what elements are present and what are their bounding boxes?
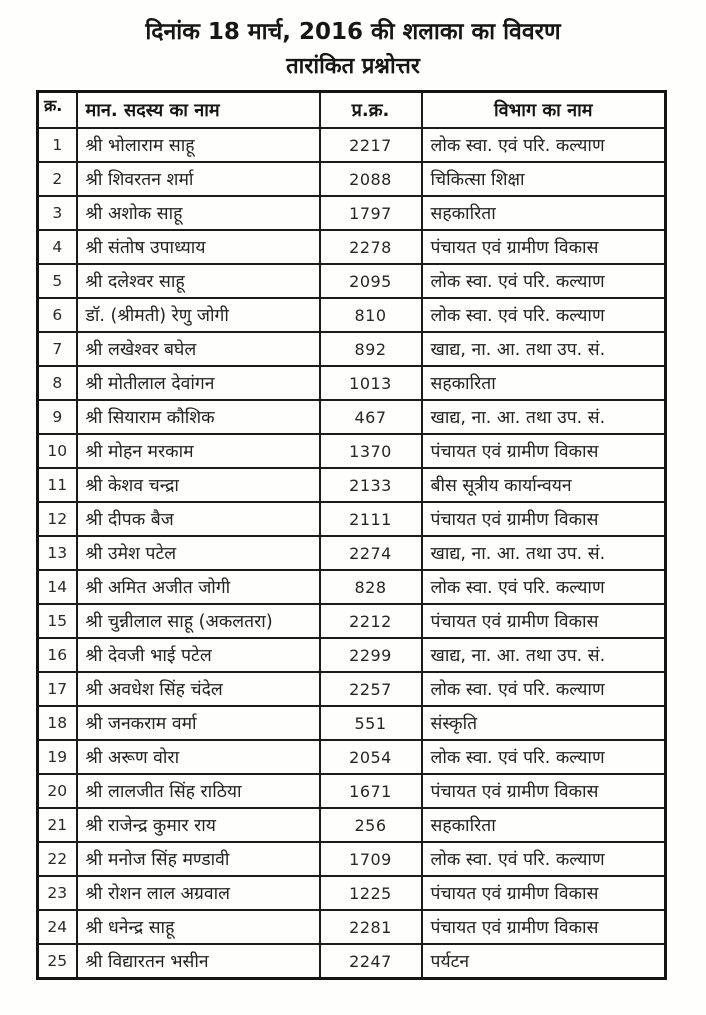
row-department-name: पंचायत एवं ग्रामीण विकास [422, 434, 666, 468]
row-member-name: श्री भोलाराम साहू [77, 128, 320, 162]
table-row [38, 740, 666, 774]
table-row [38, 774, 666, 808]
row-serial-number: 14 [38, 570, 77, 604]
row-member-name: श्री चुन्नीलाल साहू (अकलतरा) [77, 604, 320, 638]
row-member-name: श्री संतोष उपाध्याय [77, 230, 320, 264]
row-serial-number: 4 [38, 230, 77, 264]
row-member-name: श्री राजेन्द्र कुमार राय [77, 808, 320, 842]
starred-questions-table [36, 90, 667, 980]
row-serial-number: 20 [38, 774, 77, 808]
row-serial-number: 2 [38, 162, 77, 196]
row-question-number: 467 [320, 400, 422, 434]
row-member-name: डॉ. (श्रीमती) रेणु जोगी [77, 298, 320, 332]
row-serial-number: 22 [38, 842, 77, 876]
row-question-number: 2274 [320, 536, 422, 570]
row-department-name: लोक स्वा. एवं परि. कल्याण [422, 128, 666, 162]
row-department-name: खाद्य, ना. आ. तथा उप. सं. [422, 400, 666, 434]
row-member-name: श्री धनेन्द्र साहू [77, 910, 320, 944]
row-member-name: श्री मोहन मरकाम [77, 434, 320, 468]
row-department-name: सहकारिता [422, 366, 666, 400]
table-header-row [38, 92, 666, 129]
row-member-name: श्री अवधेश सिंह चंदेल [77, 672, 320, 706]
row-department-name: संस्कृति [422, 706, 666, 740]
document-subtitle: तारांकित प्रश्नोत्तर [286, 54, 420, 79]
row-member-name: श्री अरूण वोरा [77, 740, 320, 774]
row-serial-number: 25 [38, 944, 77, 979]
row-serial-number: 7 [38, 332, 77, 366]
row-department-name: पंचायत एवं ग्रामीण विकास [422, 230, 666, 264]
table-row [38, 944, 666, 979]
header-serial-number: क्र. [38, 92, 77, 129]
header-department-name: विभाग का नाम [422, 92, 666, 129]
table-row [38, 536, 666, 570]
row-serial-number: 24 [38, 910, 77, 944]
row-member-name: श्री लालजीत सिंह राठिया [77, 774, 320, 808]
row-serial-number: 1 [38, 128, 77, 162]
row-serial-number: 23 [38, 876, 77, 910]
row-member-name: श्री दलेश्वर साहू [77, 264, 320, 298]
row-member-name: श्री सियाराम कौशिक [77, 400, 320, 434]
row-department-name: लोक स्वा. एवं परि. कल्याण [422, 672, 666, 706]
row-question-number: 2281 [320, 910, 422, 944]
row-question-number: 1013 [320, 366, 422, 400]
row-serial-number: 16 [38, 638, 77, 672]
row-department-name: पंचायत एवं ग्रामीण विकास [422, 774, 666, 808]
row-department-name: पंचायत एवं ग्रामीण विकास [422, 876, 666, 910]
row-department-name: बीस सूत्रीय कार्यान्वयन [422, 468, 666, 502]
row-question-number: 2133 [320, 468, 422, 502]
table-row [38, 672, 666, 706]
row-department-name: लोक स्वा. एवं परि. कल्याण [422, 298, 666, 332]
row-question-number: 1671 [320, 774, 422, 808]
row-member-name: श्री मनोज सिंह मण्डावी [77, 842, 320, 876]
row-department-name: लोक स्वा. एवं परि. कल्याण [422, 842, 666, 876]
row-question-number: 256 [320, 808, 422, 842]
row-member-name: श्री रोशन लाल अग्रवाल [77, 876, 320, 910]
row-question-number: 892 [320, 332, 422, 366]
table-row [38, 264, 666, 298]
table-row [38, 842, 666, 876]
table-row [38, 230, 666, 264]
row-member-name: श्री विद्यारतन भसीन [77, 944, 320, 979]
row-department-name: सहकारिता [422, 196, 666, 230]
table-row [38, 128, 666, 162]
row-question-number: 1709 [320, 842, 422, 876]
row-member-name: श्री शिवरतन शर्मा [77, 162, 320, 196]
row-question-number: 810 [320, 298, 422, 332]
row-question-number: 1225 [320, 876, 422, 910]
row-department-name: लोक स्वा. एवं परि. कल्याण [422, 740, 666, 774]
row-department-name: चिकित्सा शिक्षा [422, 162, 666, 196]
row-serial-number: 21 [38, 808, 77, 842]
table-row [38, 876, 666, 910]
row-member-name: श्री देवजी भाई पटेल [77, 638, 320, 672]
row-question-number: 2257 [320, 672, 422, 706]
row-question-number: 1370 [320, 434, 422, 468]
row-serial-number: 6 [38, 298, 77, 332]
row-department-name: पंचायत एवं ग्रामीण विकास [422, 910, 666, 944]
row-question-number: 1797 [320, 196, 422, 230]
row-department-name: लोक स्वा. एवं परि. कल्याण [422, 264, 666, 298]
row-question-number: 2278 [320, 230, 422, 264]
row-serial-number: 5 [38, 264, 77, 298]
table-row [38, 400, 666, 434]
table-row [38, 808, 666, 842]
row-department-name: खाद्य, ना. आ. तथा उप. सं. [422, 332, 666, 366]
row-member-name: श्री मोतीलाल देवांगन [77, 366, 320, 400]
row-department-name: पंचायत एवं ग्रामीण विकास [422, 502, 666, 536]
table-row [38, 366, 666, 400]
row-member-name: श्री दीपक बैज [77, 502, 320, 536]
row-question-number: 2299 [320, 638, 422, 672]
table-row [38, 162, 666, 196]
header-member-name: मान. सदस्य का नाम [77, 92, 320, 129]
row-member-name: श्री लखेश्वर बघेल [77, 332, 320, 366]
row-question-number: 2247 [320, 944, 422, 979]
table-row [38, 332, 666, 366]
row-department-name: खाद्य, ना. आ. तथा उप. सं. [422, 536, 666, 570]
row-question-number: 2217 [320, 128, 422, 162]
row-member-name: श्री उमेश पटेल [77, 536, 320, 570]
document-title: दिनांक 18 मार्च, 2016 की शलाका का विवरण [145, 19, 561, 45]
row-serial-number: 19 [38, 740, 77, 774]
row-question-number: 551 [320, 706, 422, 740]
row-serial-number: 9 [38, 400, 77, 434]
table-row [38, 638, 666, 672]
row-question-number: 2095 [320, 264, 422, 298]
table-row [38, 434, 666, 468]
row-department-name: सहकारिता [422, 808, 666, 842]
table-row [38, 570, 666, 604]
table-row [38, 502, 666, 536]
row-member-name: श्री केशव चन्द्रा [77, 468, 320, 502]
table-row [38, 196, 666, 230]
row-serial-number: 3 [38, 196, 77, 230]
row-member-name: श्री अमित अजीत जोगी [77, 570, 320, 604]
row-serial-number: 12 [38, 502, 77, 536]
row-question-number: 2088 [320, 162, 422, 196]
row-serial-number: 15 [38, 604, 77, 638]
table-row [38, 604, 666, 638]
row-question-number: 2212 [320, 604, 422, 638]
row-serial-number: 10 [38, 434, 77, 468]
row-member-name: श्री अशोक साहू [77, 196, 320, 230]
table-row [38, 706, 666, 740]
row-department-name: पर्यटन [422, 944, 666, 979]
row-serial-number: 17 [38, 672, 77, 706]
table-body [38, 128, 666, 979]
row-serial-number: 8 [38, 366, 77, 400]
row-serial-number: 13 [38, 536, 77, 570]
header-question-number: प्र.क्र. [320, 92, 422, 129]
row-question-number: 2054 [320, 740, 422, 774]
table-row [38, 468, 666, 502]
row-member-name: श्री जनकराम वर्मा [77, 706, 320, 740]
row-serial-number: 18 [38, 706, 77, 740]
table-row [38, 298, 666, 332]
row-question-number: 828 [320, 570, 422, 604]
row-serial-number: 11 [38, 468, 77, 502]
row-department-name: लोक स्वा. एवं परि. कल्याण [422, 570, 666, 604]
row-department-name: खाद्य, ना. आ. तथा उप. सं. [422, 638, 666, 672]
table-row [38, 910, 666, 944]
row-department-name: पंचायत एवं ग्रामीण विकास [422, 604, 666, 638]
row-question-number: 2111 [320, 502, 422, 536]
